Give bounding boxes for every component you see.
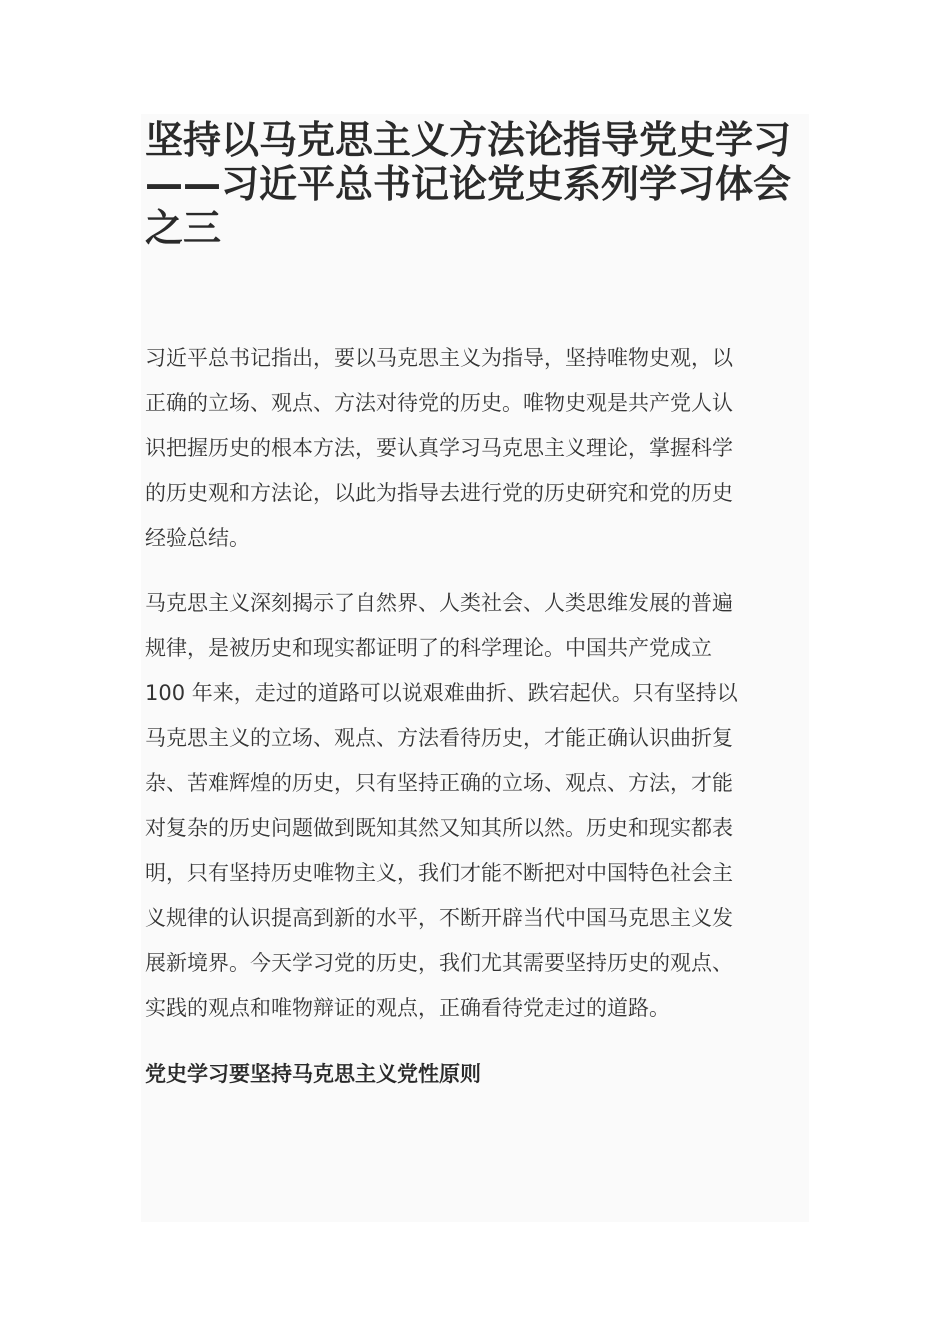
text-line: 经验总结。 — [145, 526, 250, 550]
text-line: 习近平总书记指出，要以马克思主义为指导，坚持唯物史观，以 — [145, 346, 733, 370]
text-line: 实践的观点和唯物辩证的观点，正确看待党走过的道路。 — [145, 996, 670, 1020]
text-line: 规律，是被历史和现实都证明了的科学理论。中国共产党成立 — [145, 636, 712, 660]
text-line: 正确的立场、观点、方法对待党的历史。唯物史观是共产党人认 — [145, 391, 733, 415]
paragraph-2 — [145, 581, 805, 1031]
article-title — [145, 118, 805, 250]
text-line: 马克思主义的立场、观点、方法看待历史，才能正确认识曲折复 — [145, 726, 733, 750]
text-line: 识把握历史的根本方法，要认真学习马克思主义理论，掌握科学 — [145, 436, 733, 460]
text-line: 对复杂的历史问题做到既知其然又知其所以然。历史和现实都表 — [145, 816, 733, 840]
title-line: 之三 — [145, 206, 222, 250]
title-line: ——习近平总书记论党史系列学习体会 — [145, 162, 792, 206]
title-line: 坚持以马克思主义方法论指导党史学习 — [145, 118, 792, 162]
text-line: 马克思主义深刻揭示了自然界、人类社会、人类思维发展的普遍 — [145, 591, 733, 615]
text-line: 100 年来，走过的道路可以说艰难曲折、跌宕起伏。只有坚持以 — [145, 681, 738, 705]
text-line: 义规律的认识提高到新的水平，不断开辟当代中国马克思主义发 — [145, 906, 733, 930]
text-line: 展新境界。今天学习党的历史，我们尤其需要坚持历史的观点、 — [145, 951, 733, 975]
text-line: 杂、苦难辉煌的历史，只有坚持正确的立场、观点、方法，才能 — [145, 771, 733, 795]
text-line: 的历史观和方法论，以此为指导去进行党的历史研究和党的历史 — [145, 481, 733, 505]
paragraph-1 — [145, 336, 805, 561]
section-heading: 党史学习要坚持马克思主义党性原则 — [145, 1062, 481, 1086]
text-line: 明，只有坚持历史唯物主义，我们才能不断把对中国特色社会主 — [145, 861, 733, 885]
